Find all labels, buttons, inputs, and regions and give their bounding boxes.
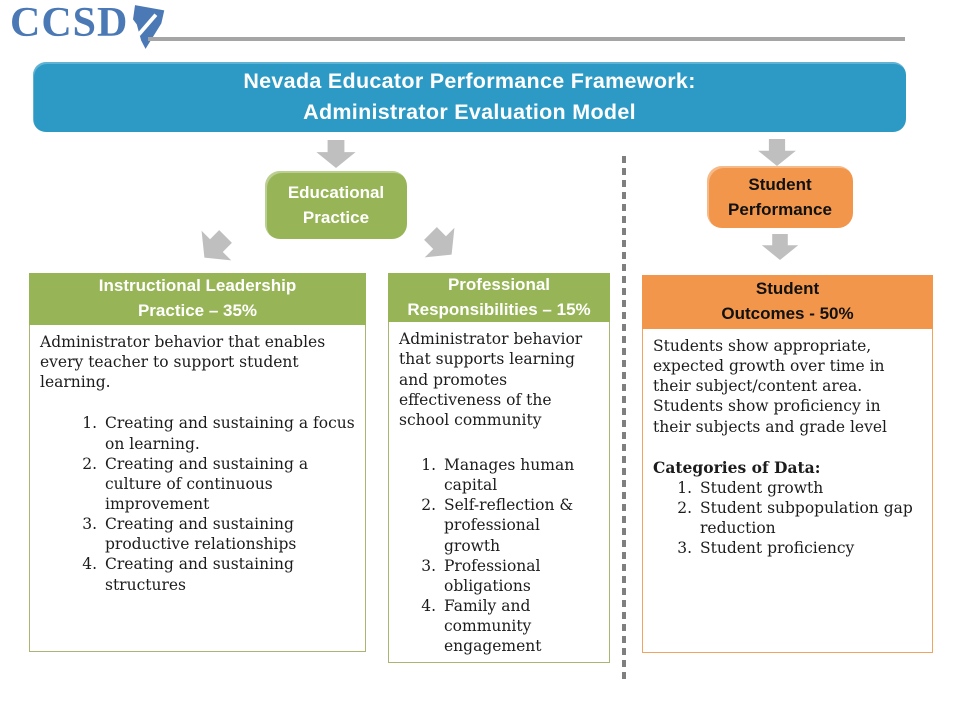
column-list xyxy=(40,413,356,594)
column-header-line: Instructional Leadership xyxy=(98,276,297,296)
educational-practice-line-2: Practice xyxy=(302,208,370,227)
ccsd-logo-text: CCSD xyxy=(10,0,129,46)
column-body-professional-responsibilities xyxy=(388,322,610,663)
column-list xyxy=(399,455,600,656)
column-header-line: Practice – 35% xyxy=(137,301,258,320)
student-performance-line-1: Student xyxy=(748,174,812,194)
student-performance-node xyxy=(707,166,853,228)
column-header-line: Responsibilities – 15% xyxy=(407,299,591,319)
nevada-state-icon xyxy=(127,4,167,57)
column-header-student-outcomes xyxy=(642,275,933,329)
column-header-line: Professional xyxy=(447,275,551,294)
column-body-instructional-leadership xyxy=(29,325,366,652)
column-header-line: Outcomes - 50% xyxy=(721,304,854,323)
column-intro: Students show appropriate, expected growth over time in their subject/content area. Students show proficiency in their subjects and grade level xyxy=(653,337,887,436)
list-item: 1. Creating and sustaining a focus on learning. xyxy=(102,413,356,453)
header-rule xyxy=(148,37,905,41)
title-line-1: Nevada Educator Performance Framework: xyxy=(243,68,696,93)
list-item: 3. Student proficiency xyxy=(697,538,923,558)
list-item: 1. Student growth xyxy=(697,478,923,498)
educational-practice-node xyxy=(265,171,407,239)
categories-of-data-label: Categories of Data: xyxy=(653,457,821,477)
column-student-outcomes xyxy=(642,275,933,653)
arrow-down-to-student-performance-icon xyxy=(753,139,801,166)
title-banner xyxy=(33,62,906,132)
arrow-down-to-educational-practice-icon xyxy=(312,140,360,168)
column-list xyxy=(653,478,923,559)
list-item: 2. Creating and sustaining a culture of continuous improvement xyxy=(102,454,356,514)
arrow-down-to-student-outcomes-icon xyxy=(757,234,803,260)
dashed-divider xyxy=(622,156,626,682)
column-header-professional-responsibilities xyxy=(388,273,610,322)
column-header-line: Student xyxy=(755,279,820,299)
arrow-diagonal-right-icon xyxy=(413,216,470,273)
column-intro: Administrator behavior that enables every teacher to support student learning. xyxy=(40,333,326,392)
list-item: 4. Family and community engagement xyxy=(441,596,600,656)
column-instructional-leadership xyxy=(29,273,366,652)
list-item: 2. Self-reflection & professional growth xyxy=(441,495,600,555)
ccsd-logo xyxy=(10,2,164,55)
arrow-diagonal-left-icon xyxy=(187,219,244,276)
column-header-instructional-leadership xyxy=(29,273,366,325)
list-item: 3. Professional obligations xyxy=(441,556,600,596)
student-performance-line-2: Performance xyxy=(728,200,832,219)
title-line-2: Administrator Evaluation Model xyxy=(303,100,636,124)
list-item: 3. Creating and sustaining productive relationships xyxy=(102,514,356,554)
column-body-student-outcomes xyxy=(642,329,933,653)
list-item: 2. Student subpopulation gap reduction xyxy=(697,498,923,538)
list-item: 1. Manages human capital xyxy=(441,455,600,495)
educational-practice-line-1: Educational xyxy=(287,182,385,202)
column-intro: Administrator behavior that supports learning and promotes effectiveness of the school community xyxy=(399,330,583,429)
column-professional-responsibilities xyxy=(388,273,610,656)
list-item: 4. Creating and sustaining structures xyxy=(102,554,356,594)
